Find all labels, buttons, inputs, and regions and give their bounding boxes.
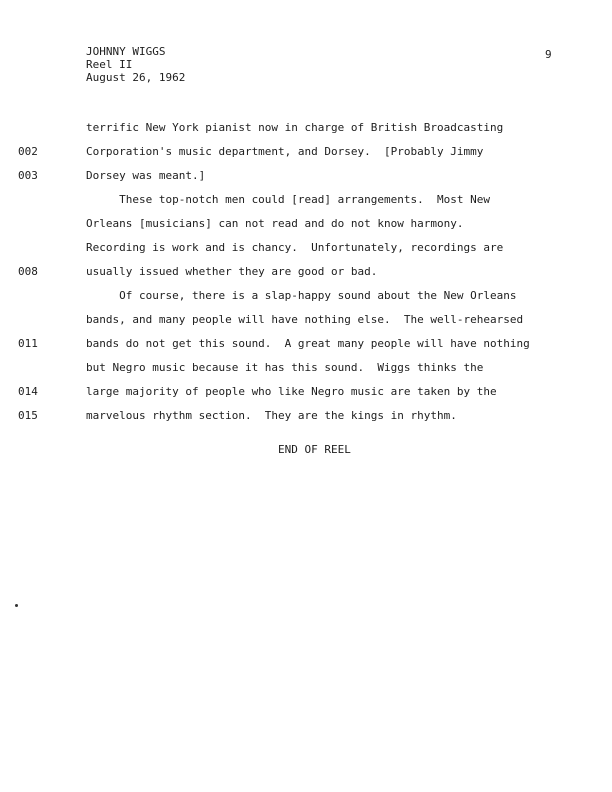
text-line: Of course, there is a slap-happy sound about the New Orleans <box>86 289 517 302</box>
text-line: terrific New York pianist now in charge of British Broadcasting <box>86 121 504 134</box>
text-line: marvelous rhythm section. They are the kings in rhythm. <box>86 409 457 422</box>
text-line: large majority of people who like Negro music are taken by the <box>86 385 497 398</box>
header-reel: Reel II <box>86 58 133 71</box>
end-of-reel: END OF REEL <box>278 443 351 456</box>
line-number: 008 <box>18 265 38 278</box>
text-line: Corporation's music department, and Dorsey. [Probably Jimmy <box>86 145 484 158</box>
text-line: but Negro music because it has this sound. Wiggs thinks the <box>86 361 484 374</box>
stray-mark <box>15 604 18 607</box>
text-line: bands do not get this sound. A great many people will have nothing <box>86 337 530 350</box>
line-number: 014 <box>18 385 38 398</box>
line-number: 002 <box>18 145 38 158</box>
text-line: usually issued whether they are good or bad. <box>86 265 378 278</box>
page-number: 9 <box>545 48 552 61</box>
text-line: Orleans [musicians] can not read and do not know harmony. <box>86 217 464 230</box>
line-number: 011 <box>18 337 38 350</box>
header-date: August 26, 1962 <box>86 71 186 84</box>
line-number: 003 <box>18 169 38 182</box>
header-name: JOHNNY WIGGS <box>86 45 166 58</box>
text-line: bands, and many people will have nothing else. The well-rehearsed <box>86 313 524 326</box>
line-number: 015 <box>18 409 38 422</box>
text-line: These top-notch men could [read] arrangements. Most New <box>86 193 490 206</box>
text-line: Recording is work and is chancy. Unfortunately, recordings are <box>86 241 504 254</box>
document-header <box>86 45 185 84</box>
text-line: Dorsey was meant.] <box>86 169 206 182</box>
